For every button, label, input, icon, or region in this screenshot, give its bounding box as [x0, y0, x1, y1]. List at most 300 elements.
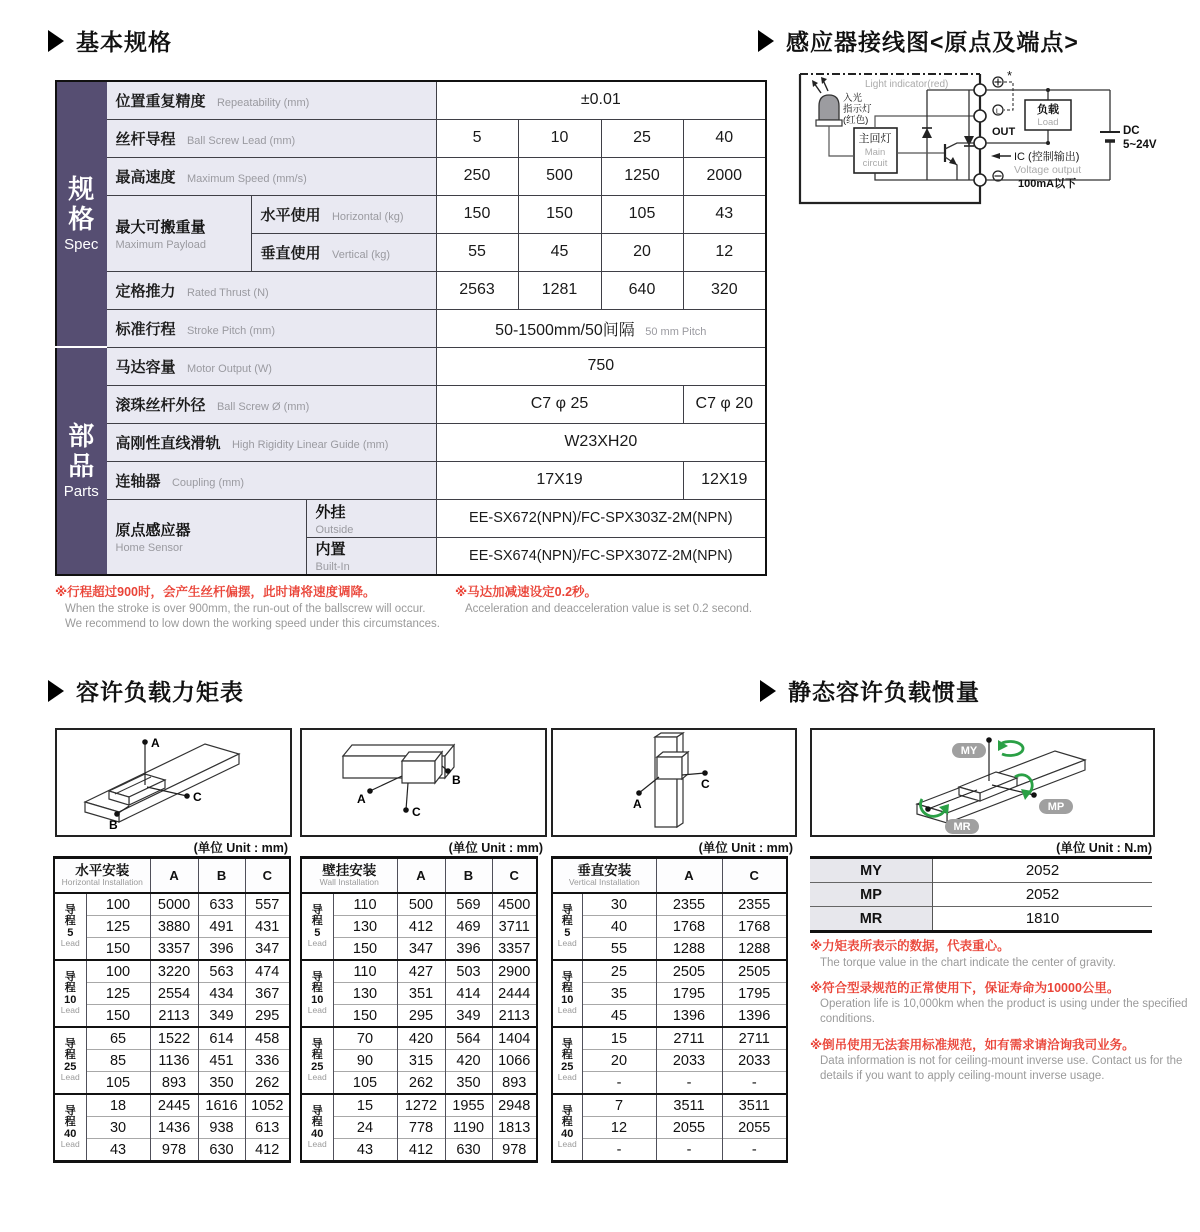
lead-group-label: 导 程 5 Lead: [552, 893, 582, 960]
table-cell: 1522: [150, 1027, 198, 1050]
svg-text:A: A: [633, 797, 642, 811]
table-title: 壁挂安装 Wall Installation: [301, 858, 397, 894]
group-en: Spec: [64, 235, 99, 253]
column-header: A: [397, 858, 445, 894]
cell-value: C7 φ 20: [683, 385, 766, 423]
table-cell: 3357: [492, 938, 537, 961]
table-cell: 1795: [656, 983, 722, 1005]
row-label: 滚珠丝杆外径 Ball Screw Ø (mm): [106, 385, 436, 423]
table-cell: 431: [245, 916, 290, 938]
table-cell: 43: [86, 1139, 150, 1162]
table-cell: 893: [492, 1072, 537, 1095]
table-cell: 474: [245, 960, 290, 983]
table-row: [552, 960, 787, 983]
column-header: C: [245, 858, 290, 894]
cell-value: C7 φ 25: [436, 385, 683, 423]
unit-label: (单位 Unit : mm): [448, 841, 543, 855]
table-row: [301, 1027, 537, 1050]
cell-value: 5: [436, 119, 518, 157]
table-row: [54, 893, 290, 916]
table-cell: 24: [333, 1117, 397, 1139]
arrow-left-icon: [991, 153, 1000, 159]
cell-value: 320: [683, 271, 766, 309]
point-b: [114, 811, 120, 817]
row-label: 标准行程 Stroke Pitch (mm): [106, 309, 436, 347]
table-title: 水平安装 Horizontal Installation: [54, 858, 150, 894]
table-cell: 350: [198, 1072, 245, 1095]
table-cell: 2113: [492, 1005, 537, 1028]
table-row: [810, 883, 1152, 907]
table-cell: 70: [333, 1027, 397, 1050]
cell-value: EE-SX674(NPN)/FC-SPX307Z-2M(NPN): [436, 537, 766, 575]
table-cell: 150: [333, 1005, 397, 1028]
svg-text:入光: 入光: [843, 93, 863, 104]
cell-value: 2563: [436, 271, 518, 309]
moment-axis-label: MP: [810, 883, 933, 907]
table-cell: 55: [582, 938, 656, 961]
table-cell: 557: [245, 893, 290, 916]
lead-group-label: 导 程 40 Lead: [54, 1094, 86, 1162]
table-cell: 503: [445, 960, 492, 983]
spec-group-label: [56, 81, 106, 347]
table-cell: 2055: [656, 1117, 722, 1139]
svg-text:C: C: [193, 790, 202, 804]
table-cell: 569: [445, 893, 492, 916]
table-cell: 630: [198, 1139, 245, 1162]
row-sublabel: 外挂 Outside: [306, 499, 436, 537]
table-cell: 1768: [656, 916, 722, 938]
point-c: [403, 807, 409, 813]
triangle-icon: [48, 680, 64, 702]
table-cell: 1272: [397, 1094, 445, 1117]
cell-value: 55: [436, 233, 518, 271]
table-cell: 4500: [492, 893, 537, 916]
table-cell: 614: [198, 1027, 245, 1050]
table-cell: 1066: [492, 1050, 537, 1072]
table-cell: 30: [86, 1117, 150, 1139]
row-label: 位置重复精度 Repeatability (mm): [106, 81, 436, 119]
table-cell: -: [656, 1072, 722, 1095]
table-row: [552, 1027, 787, 1050]
table-cell: 778: [397, 1117, 445, 1139]
table-cell: 1436: [150, 1117, 198, 1139]
svg-text:Voltage output: Voltage output: [1014, 164, 1082, 176]
row-label: 丝杆导程 Ball Screw Lead (mm): [106, 119, 436, 157]
diagram-vertical: [551, 728, 797, 837]
table-cell: 125: [86, 916, 150, 938]
light-ray-arrow: [812, 80, 818, 87]
table-cell: 2444: [492, 983, 537, 1005]
note-en: The torque value in the chart indicate the center of gravity.: [820, 956, 1116, 969]
table-cell: 630: [445, 1139, 492, 1162]
table-row: [552, 1005, 787, 1028]
cell-value: 640: [601, 271, 683, 309]
cell-value: 20: [601, 233, 683, 271]
svg-text:MR: MR: [953, 821, 971, 833]
terminal-plus: [974, 84, 986, 96]
svg-text:Main: Main: [864, 147, 886, 158]
table-cell: 130: [333, 983, 397, 1005]
table-row: [552, 1072, 787, 1095]
horizontal-installation-table: [53, 856, 291, 1163]
table-cell: 125: [86, 983, 150, 1005]
unit-label: (单位 Unit : mm): [193, 841, 288, 855]
table-cell: 110: [333, 893, 397, 916]
cell-value: 10: [518, 119, 601, 157]
cell-value: 50-1500mm/50间隔 50 mm Pitch: [436, 309, 766, 347]
table-cell: 90: [333, 1050, 397, 1072]
sensor-wiring-diagram: [797, 68, 1200, 218]
terminal-out: [974, 137, 986, 149]
table-row: [552, 983, 787, 1005]
table-cell: 43: [333, 1139, 397, 1162]
table-cell: 2113: [150, 1005, 198, 1028]
table-cell: 458: [245, 1027, 290, 1050]
group-char: 规: [68, 174, 95, 205]
table-row: [301, 1072, 537, 1095]
point-a: [636, 790, 642, 796]
section-title: 静态容许负载惯量: [788, 679, 980, 705]
cell-value: 500: [518, 157, 601, 195]
cell-value: 43: [683, 195, 766, 233]
table-cell: 978: [492, 1139, 537, 1162]
svg-text:circuit: circuit: [862, 158, 888, 169]
cell-value: 250: [436, 157, 518, 195]
point-b: [445, 768, 451, 774]
table-cell: 1136: [150, 1050, 198, 1072]
table-cell: 2554: [150, 983, 198, 1005]
table-cell: 2355: [722, 893, 787, 916]
diagram-wall: [300, 728, 547, 837]
svg-text:MP: MP: [1047, 801, 1065, 813]
svg-text:负载: 负载: [1037, 104, 1059, 116]
table-cell: 491: [198, 916, 245, 938]
note-en: Acceleration and deacceleration value is set 0.2 second.: [465, 602, 753, 615]
table-cell: 564: [445, 1027, 492, 1050]
table-cell: 420: [397, 1027, 445, 1050]
table-cell: 295: [397, 1005, 445, 1028]
table-cell: 315: [397, 1050, 445, 1072]
moment-value: 2052: [1025, 862, 1060, 879]
cell-value: 2000: [683, 157, 766, 195]
table-cell: 100: [86, 893, 150, 916]
row-label: 定格推力 Rated Thrust (N): [106, 271, 436, 309]
table-cell: 451: [198, 1050, 245, 1072]
column-header: B: [198, 858, 245, 894]
table-cell: 350: [445, 1072, 492, 1095]
svg-text:指示灯: 指示灯: [843, 104, 872, 115]
table-cell: 563: [198, 960, 245, 983]
table-row: [552, 916, 787, 938]
note-zh: ※倒吊使用无法套用标准规范，如有需求请洽询我司业务。: [810, 1037, 1135, 1052]
table-cell: 1396: [722, 1005, 787, 1028]
spec-group-label: [56, 347, 106, 575]
table-cell: -: [656, 1139, 722, 1162]
table-cell: 2711: [656, 1027, 722, 1050]
lead-group-label: 导 程 10 Lead: [552, 960, 582, 1027]
row-label: 连轴器 Coupling (mm): [106, 461, 436, 499]
table-cell: -: [582, 1072, 656, 1095]
table-cell: 3711: [492, 916, 537, 938]
table-cell: 412: [245, 1139, 290, 1162]
table-header-row: [552, 858, 787, 894]
table-title: 垂直安装 Vertical Installation: [552, 858, 656, 894]
table-row: [301, 1117, 537, 1139]
note: [810, 980, 1200, 1028]
cell-value: 150: [436, 195, 518, 233]
table-cell: 1396: [656, 1005, 722, 1028]
svg-text:Load: Load: [1037, 117, 1059, 128]
lead-group-label: 导 程 25 Lead: [54, 1027, 86, 1094]
table-cell: 1795: [722, 983, 787, 1005]
unit-label: (单位 Unit : N.m): [1056, 841, 1152, 855]
table-cell: 434: [198, 983, 245, 1005]
table-cell: 262: [397, 1072, 445, 1095]
table-cell: 336: [245, 1050, 290, 1072]
table-row: [54, 938, 290, 961]
table-row: [54, 1027, 290, 1050]
spec-table: [55, 80, 767, 576]
table-cell: 1288: [656, 938, 722, 961]
group-char: 格: [68, 203, 95, 234]
ic-label: IC (控制输出): [1014, 151, 1080, 163]
moment-axis-label: MY: [810, 858, 933, 883]
terminal-l: [974, 110, 986, 122]
table-row: [54, 960, 290, 983]
row-sublabel: 内置 Built-In: [306, 537, 436, 575]
svg-text:C: C: [412, 805, 421, 819]
cell-value: 12: [683, 233, 766, 271]
note: [810, 938, 1200, 971]
table-cell: 2900: [492, 960, 537, 983]
table-cell: 40: [582, 916, 656, 938]
table-cell: 893: [150, 1072, 198, 1095]
terminal-minus: [974, 174, 986, 186]
table-cell: -: [722, 1072, 787, 1095]
table-cell: 85: [86, 1050, 150, 1072]
lead-group-label: 导 程 25 Lead: [552, 1027, 582, 1094]
table-cell: 150: [333, 938, 397, 961]
table-cell: 420: [445, 1050, 492, 1072]
table-cell: 412: [397, 916, 445, 938]
cell-value: 45: [518, 233, 601, 271]
table-cell: 347: [397, 938, 445, 961]
horizontal-actuator-sketch: [57, 730, 290, 835]
point-c: [184, 793, 190, 799]
table-cell: 978: [150, 1139, 198, 1162]
led-icon: [819, 95, 839, 120]
table-cell: 150: [86, 938, 150, 961]
table-cell: 30: [582, 893, 656, 916]
table-cell: 500: [397, 893, 445, 916]
table-row: [301, 960, 537, 983]
svg-text:C: C: [701, 777, 710, 791]
svg-text:A: A: [151, 736, 160, 750]
table-cell: -: [722, 1139, 787, 1162]
cell-value: 150: [518, 195, 601, 233]
table-cell: 1768: [722, 916, 787, 938]
table-row: [54, 1050, 290, 1072]
column-header: A: [656, 858, 722, 894]
table-row: [54, 1005, 290, 1028]
inertia-actuator-sketch: [812, 730, 1153, 835]
table-cell: 130: [333, 916, 397, 938]
triangle-icon: [758, 30, 774, 52]
point-a: [367, 788, 373, 794]
svg-text:B: B: [109, 818, 118, 832]
table-cell: 12: [582, 1117, 656, 1139]
moment-value: 2052: [933, 883, 1153, 907]
table-row: [552, 893, 787, 916]
group-char: 品: [68, 450, 95, 481]
table-cell: 2445: [150, 1094, 198, 1117]
row-label: 马达容量 Motor Output (W): [106, 347, 436, 385]
cell-value: 12X19: [683, 461, 766, 499]
table-cell: 1052: [245, 1094, 290, 1117]
row-sublabel: 垂直使用 Vertical (kg): [251, 233, 436, 271]
section-title: 容许负载力矩表: [76, 679, 244, 705]
table-cell: 2033: [656, 1050, 722, 1072]
table-cell: 469: [445, 916, 492, 938]
cell-value: 1250: [601, 157, 683, 195]
table-header-row: [301, 858, 537, 894]
table-cell: 1955: [445, 1094, 492, 1117]
table-cell: 412: [397, 1139, 445, 1162]
table-cell: 396: [445, 938, 492, 961]
row-label: 原点感应器 Home Sensor: [106, 499, 306, 575]
table-row: [301, 1050, 537, 1072]
vertical-installation-table: [551, 856, 788, 1163]
table-cell: 2355: [656, 893, 722, 916]
table-cell: 25: [582, 960, 656, 983]
moment-axis-label: MR: [810, 907, 933, 932]
column-header: B: [445, 858, 492, 894]
table-cell: 1813: [492, 1117, 537, 1139]
column-header: C: [492, 858, 537, 894]
inertia-notes: [810, 938, 1200, 1093]
table-row: [552, 1094, 787, 1117]
svg-text:DC: DC: [1123, 125, 1140, 137]
note: [810, 1037, 1200, 1085]
lead-group-label: 导 程 5 Lead: [301, 893, 333, 960]
section-title-moment: [48, 674, 244, 707]
note-zh: ※行程超过900时，会产生丝杆偏摆，此时请将速度调降。: [55, 585, 376, 599]
table-row: [552, 1117, 787, 1139]
table-cell: -: [582, 1139, 656, 1162]
lead-group-label: 导 程 40 Lead: [301, 1094, 333, 1162]
wall-installation-table: [300, 856, 538, 1163]
table-cell: 35: [582, 983, 656, 1005]
table-row: [301, 1005, 537, 1028]
table-row: [54, 1139, 290, 1162]
table-cell: 613: [245, 1117, 290, 1139]
table-row: [54, 1117, 290, 1139]
star-mark: *: [1007, 68, 1013, 83]
table-row: [54, 916, 290, 938]
table-cell: 5000: [150, 893, 198, 916]
diode-icon: [922, 128, 932, 138]
point-a: [142, 739, 148, 745]
lead-group-label: 导 程 10 Lead: [54, 960, 86, 1027]
table-cell: 367: [245, 983, 290, 1005]
table-cell: 396: [198, 938, 245, 961]
table-row: [54, 983, 290, 1005]
point-c: [702, 770, 708, 776]
table-row: [552, 1050, 787, 1072]
diagram-inertia: [810, 728, 1155, 837]
lead-group-label: 导 程 40 Lead: [552, 1094, 582, 1162]
row-label: 最高速度 Maximum Speed (mm/s): [106, 157, 436, 195]
table-cell: 3511: [656, 1094, 722, 1117]
group-char: 部: [68, 421, 95, 452]
table-cell: 2505: [656, 960, 722, 983]
svg-text:L: L: [995, 106, 1001, 116]
table-cell: 3880: [150, 916, 198, 938]
svg-text:主回灯: 主回灯: [858, 133, 892, 145]
table-cell: 18: [86, 1094, 150, 1117]
table-cell: 414: [445, 983, 492, 1005]
table-cell: 105: [333, 1072, 397, 1095]
table-cell: 100: [86, 960, 150, 983]
table-row: [810, 858, 1152, 883]
out-label: OUT: [992, 126, 1016, 138]
row-label: 高刚性直线滑轨 High Rigidity Linear Guide (mm): [106, 423, 436, 461]
table-cell: 938: [198, 1117, 245, 1139]
table-cell: 105: [86, 1072, 150, 1095]
note-zh: ※马达加减速设定0.2秒。: [455, 585, 598, 599]
table-cell: 295: [245, 1005, 290, 1028]
table-cell: 2505: [722, 960, 787, 983]
unit-label: (单位 Unit : mm): [698, 841, 793, 855]
lead-group-label: 导 程 5 Lead: [54, 893, 86, 960]
table-row: [301, 916, 537, 938]
svg-text:A: A: [357, 792, 366, 806]
diagram-horizontal: [55, 728, 292, 837]
table-cell: 262: [245, 1072, 290, 1095]
wall-actuator-sketch: [302, 730, 545, 835]
table-cell: 1288: [722, 938, 787, 961]
note-en: Data information is not for ceiling-mount inverse use. Contact us for the details if you want to apply ceiling-mount inverse usage.: [820, 1055, 1183, 1083]
section-title: 感应器接线图<原点及端点>: [786, 29, 1079, 55]
note-en: We recommend to low down the working speed under this circumstances.: [65, 617, 440, 630]
row-label: 最大可搬重量 Maximum Payload: [106, 195, 251, 271]
rotation-arrow-my: [1002, 742, 1023, 756]
table-row: [301, 938, 537, 961]
table-cell: 349: [445, 1005, 492, 1028]
table-row: [301, 1139, 537, 1162]
spec-note-left: [55, 584, 450, 632]
table-cell: 20: [582, 1050, 656, 1072]
table-cell: 65: [86, 1027, 150, 1050]
table-row: [301, 893, 537, 916]
note-en: Operation life is 10,000km when the product is using under the specified conditions.: [820, 998, 1188, 1026]
table-row: [552, 938, 787, 961]
section-title-inertia: [760, 674, 980, 707]
table-cell: 1616: [198, 1094, 245, 1117]
note-zh: ※符合型录规范的正常使用下，保证寿命为10000公里。: [810, 980, 1120, 995]
cell-value: 25: [601, 119, 683, 157]
table-cell: 3511: [722, 1094, 787, 1117]
table-cell: 633: [198, 893, 245, 916]
cell-value: 40: [683, 119, 766, 157]
table-cell: 2055: [722, 1117, 787, 1139]
section-title-wiring: [758, 24, 1079, 57]
table-cell: 45: [582, 1005, 656, 1028]
page-title: 基本规格: [76, 29, 172, 55]
svg-text:(红色): (红色): [843, 115, 869, 126]
table-row: [301, 1094, 537, 1117]
table-cell: 3357: [150, 938, 198, 961]
